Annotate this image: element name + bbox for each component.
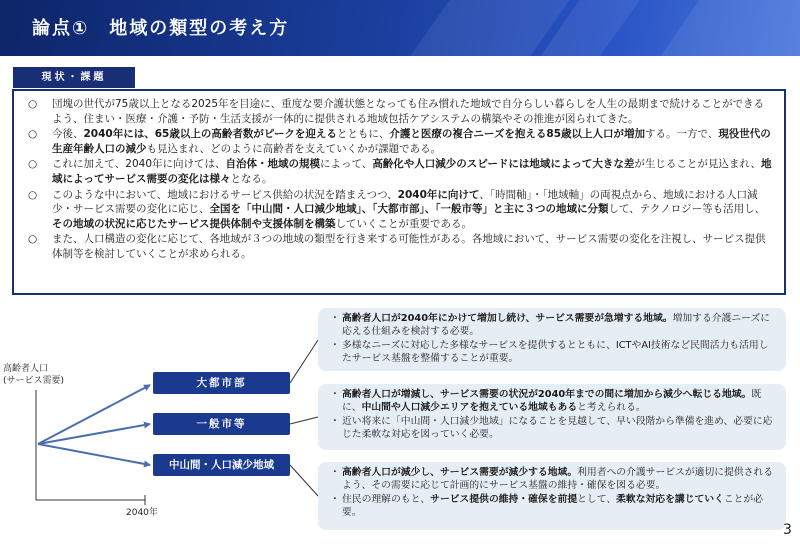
y-axis-label-line: 高齢者人口 [3,364,49,374]
body-text: と考えられる。 [577,402,646,414]
dot-bullet-icon: ・ [330,339,340,351]
emphasis-text: 現役世代の生産年齢人口の減少 [52,128,771,155]
circle-bullet-icon: ○ [28,128,38,141]
region-label-metropolitan: 大都市部 [153,372,290,394]
region-label-rural-depopulating: 中山間・人口減少地域 [153,454,290,476]
emphasis-text: 高齢者人口が減少し、サービス需要が減少する地域。 [342,467,578,478]
circle-bullet-icon: ○ [28,158,38,171]
arrow-mixed [38,424,150,444]
page-number: 3 [783,522,792,538]
body-text: 既に、 [342,389,762,414]
y-axis-label-line: (サービス需要) [3,376,65,386]
body-text: このような中において、地域におけるサービス供給の状況を踏まえつつ、 [52,188,398,201]
circle-bullet-icon: ○ [28,188,38,201]
emphasis-text: 高齢化や人口減少のスピードには地域によって大きな差 [372,158,635,171]
body-text: して、テクノロジー等も活用し、 [608,203,766,216]
body-text: となる。 [230,172,273,185]
body-text: する。一方で、 [645,128,719,141]
dot-bullet-icon: ・ [330,467,340,478]
body-text: 団塊の世代が75歳以上となる2025年を目途に、重度な要介護状態となっても住み慣れた地域で自分らしい暮らしを人生の最期まで続けることができるよう、住まい・医療・介護・予防・生活支援が一体的に提供される地域包括ケアシステムの構築やその推進が図られてきた。 [52,98,765,125]
info-box-rural-depopulating [318,462,786,530]
body-text: ことが必要。 [342,493,764,519]
circle-bullet-icon: ○ [28,98,38,110]
emphasis-text: 高齢者人口が増減し、サービス需要の状況が2040年までの間に増加から減少へ転じる地域。 [342,389,752,400]
emphasis-text: 介護と医療の複合ニーズを抱える85歳以上人口が増加 [389,128,646,141]
body-text: とともに、 [336,128,390,141]
info-item [330,339,776,366]
body-text: 近い将来に「中山間・人口減少地域」になることを見越して、早い段階から準備を進め、必要に応じた柔軟な対応を図っていく必要。 [342,415,773,441]
body-text: が生じることが見込まれ、 [634,158,762,171]
arrow-increase [38,385,150,444]
arrow-decrease [38,444,150,465]
emphasis-text: その地域の状況に応じたサービス提供体制や支援体制を構築 [52,217,336,230]
body-text: 、「時間軸」・「地域軸」の両視点から、地域における人口減少・サービス需要の変化に応じ、 [52,188,758,216]
body-text: 多様なニーズに対応した多様なサービスを提供するとともに、ICTやAI技術など民間活力も活用したサービス基盤を整備することが重要。 [342,339,769,365]
emphasis-text: 2040年には、65歳以上の高齢者数がピークを迎える [83,128,337,141]
connector-line [290,340,318,383]
dot-bullet-icon: ・ [330,389,340,400]
connector-line [290,417,318,424]
emphasis-text: 高齢者人口が2040年にかけて増加し続け、サービス需要が急増する地域。 [342,313,673,324]
info-item [330,466,776,493]
status-section-label: 現状・課題 [13,67,135,88]
body-text: していくことが重要である。 [335,217,472,230]
region-label-general-city: 一般市等 [153,413,290,435]
page-title: 論点① 地域の類型の考え方 [32,18,290,39]
body-text: 今後、 [52,128,84,141]
info-item [330,388,776,415]
dot-bullet-icon: ・ [330,493,340,505]
body-text: も見込まれ、どのように高齢者を支えていくかが課題である。 [146,142,442,155]
emphasis-text: サービス提供の維持・確保を前提 [430,493,578,505]
emphasis-text: 全国を「中山間・人口減少地域」、「大都市部」、「一般市等」と主に３つの地域に分類 [209,203,609,216]
connector-line [290,465,318,496]
info-item [330,493,776,520]
body-text: によって、 [320,158,373,171]
dot-bullet-icon: ・ [330,313,340,324]
y-axis-label [3,363,64,387]
info-item [330,312,776,339]
info-item [330,415,776,442]
body-text: 住民の理解のもと、 [342,493,431,505]
emphasis-text: 中山間や人口減少エリアを抱えている地域もある [361,402,578,414]
x-axis-label: 2040年 [126,508,158,518]
info-box-general-city [318,384,786,450]
dot-bullet-icon: ・ [330,415,340,427]
emphasis-text: 2040年に向けて [397,188,480,201]
emphasis-text: 柔軟な対応を講じていく [616,493,724,505]
body-text: 増加する介護ニーズに応える仕組みを検討する必要。 [342,313,771,338]
body-text: これに加えて、2040年に向けては、 [52,158,226,171]
body-text: として、 [577,493,617,505]
body-text: 利用者への介護サービスが適切に提供されるよう、その需要に応じて計画的にサービス基盤の維持・確保を図る必要。 [342,467,774,492]
emphasis-text: 地域によってサービス需要の変化は様々 [52,158,772,185]
circle-bullet-icon: ○ [28,233,38,246]
body-text: また、人口構造の変化に応じて、各地域が３つの地域の類型を行き来する可能性がある。各地域において、サービス需要の変化を注視し、サービス提供体制等を検討していくことが求められる。 [52,233,766,260]
info-box-metropolitan [318,308,786,371]
emphasis-text: 自治体・地域の規模 [225,158,321,171]
